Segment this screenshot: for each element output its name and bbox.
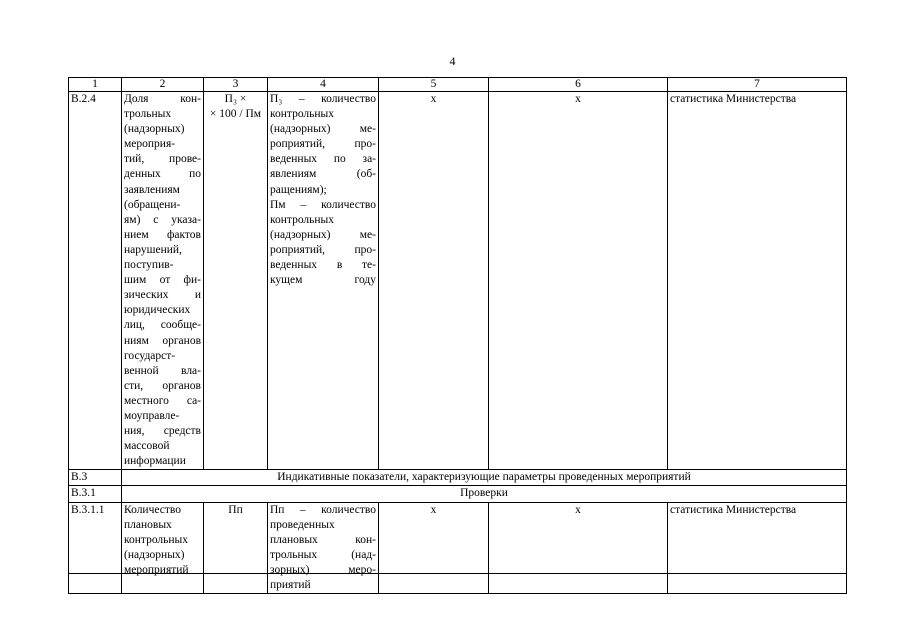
header-cell: 3 <box>204 78 268 92</box>
cell-line: ния, средств <box>124 425 201 438</box>
cell-line: поступив- <box>124 259 174 272</box>
cell-line: Пм – количество <box>270 198 376 211</box>
cell-line: нием фактов <box>124 228 201 241</box>
indicator-code: В.2.4 <box>69 92 122 470</box>
cell-line: роприятий, про- <box>270 138 376 151</box>
cell-line: государст- <box>124 349 176 362</box>
header-cell: 4 <box>268 78 379 92</box>
header-cell: 5 <box>379 78 489 92</box>
indicator-code: В.3.1.1 <box>69 502 122 594</box>
section-title: Проверки <box>122 486 847 502</box>
col5-value: х <box>379 92 489 470</box>
cell-line: веденных по за- <box>270 153 376 166</box>
indicator-name <box>122 502 204 594</box>
cell-line: местного са- <box>124 394 201 407</box>
indicator-name <box>122 92 204 470</box>
data-source: статистика Министерства <box>668 92 847 470</box>
section-row-b3 <box>69 470 847 486</box>
cell-line: информации <box>124 455 186 468</box>
cell-line: юридических <box>124 304 191 317</box>
cell-line: трольных <box>124 108 172 121</box>
cell-line: проведенных <box>270 518 335 531</box>
cell-line: мероприятий <box>124 563 189 576</box>
col6-value: х <box>489 502 668 594</box>
cell-line: контрольных <box>124 533 189 546</box>
cell-line: П₃ – количество <box>270 93 376 105</box>
section-code: В.3.1 <box>69 486 122 502</box>
cell-line: нарушений, <box>124 243 182 256</box>
cell-line: Пп – количество <box>270 503 376 516</box>
header-row <box>69 78 847 92</box>
table-bottom-border <box>68 573 846 574</box>
cell-line: трольных (над- <box>270 548 376 561</box>
cell-line: мероприя- <box>124 138 176 151</box>
indicator-formula: Пп <box>204 502 268 594</box>
indicator-description <box>268 92 379 470</box>
col6-value: х <box>489 92 668 470</box>
cell-line: (надзорных) <box>124 123 185 136</box>
cell-line: кущем году <box>270 274 376 287</box>
cell-line: ям) с указа- <box>124 213 201 226</box>
cell-line: зорных) меро- <box>270 563 376 576</box>
cell-line: тий, прове- <box>124 153 201 166</box>
header-cell: 2 <box>122 78 204 92</box>
header-cell: 6 <box>489 78 668 92</box>
indicator-description <box>268 502 379 594</box>
data-source: статистика Министерства <box>668 502 847 594</box>
cell-line: плановых кон- <box>270 533 376 546</box>
cell-line: лиц, сообще- <box>124 319 201 332</box>
cell-line: (надзорных) <box>124 548 185 561</box>
cell-line: × 100 / Пм <box>209 108 262 121</box>
indicator-formula <box>204 92 268 470</box>
indicators-table <box>68 77 847 594</box>
cell-line: моуправле- <box>124 409 180 422</box>
cell-line: плановых <box>124 518 172 531</box>
header-cell: 1 <box>69 78 122 92</box>
cell-line: массовой <box>124 440 170 453</box>
table-row-b24 <box>69 92 847 470</box>
cell-line: ниям органов <box>124 334 201 347</box>
section-code: В.3 <box>69 470 122 486</box>
cell-line: Количество <box>124 503 181 516</box>
table-row-b311 <box>69 502 847 594</box>
cell-line: заявлениям <box>124 183 180 196</box>
cell-line: (надзорных) ме- <box>270 123 376 136</box>
cell-line: денных по <box>124 168 201 181</box>
section-title: Индикативные показатели, характеризующие параметры проведенных мероприятий <box>122 470 847 486</box>
cell-line: веденных в те- <box>270 259 376 272</box>
cell-line: П₃ × <box>224 93 247 105</box>
cell-line: роприятий, про- <box>270 243 376 256</box>
cell-line: контрольных <box>270 213 335 226</box>
cell-line: Доля кон- <box>124 93 201 105</box>
cell-line: зических и <box>124 289 201 302</box>
cell-line: шим от фи- <box>124 274 201 287</box>
cell-line: венной вла- <box>124 364 201 377</box>
cell-line: (обращени- <box>124 198 181 211</box>
cell-line: ращениям); <box>270 183 327 196</box>
cell-line: явлениям (об- <box>270 168 376 181</box>
cell-line: приятий <box>270 579 311 591</box>
section-row-b31 <box>69 486 847 502</box>
header-cell: 7 <box>668 78 847 92</box>
cell-line: контрольных <box>270 108 335 121</box>
cell-line: (надзорных) ме- <box>270 228 376 241</box>
page-number: 4 <box>449 54 456 68</box>
col5-value: х <box>379 502 489 594</box>
cell-line: сти, органов <box>124 379 201 392</box>
